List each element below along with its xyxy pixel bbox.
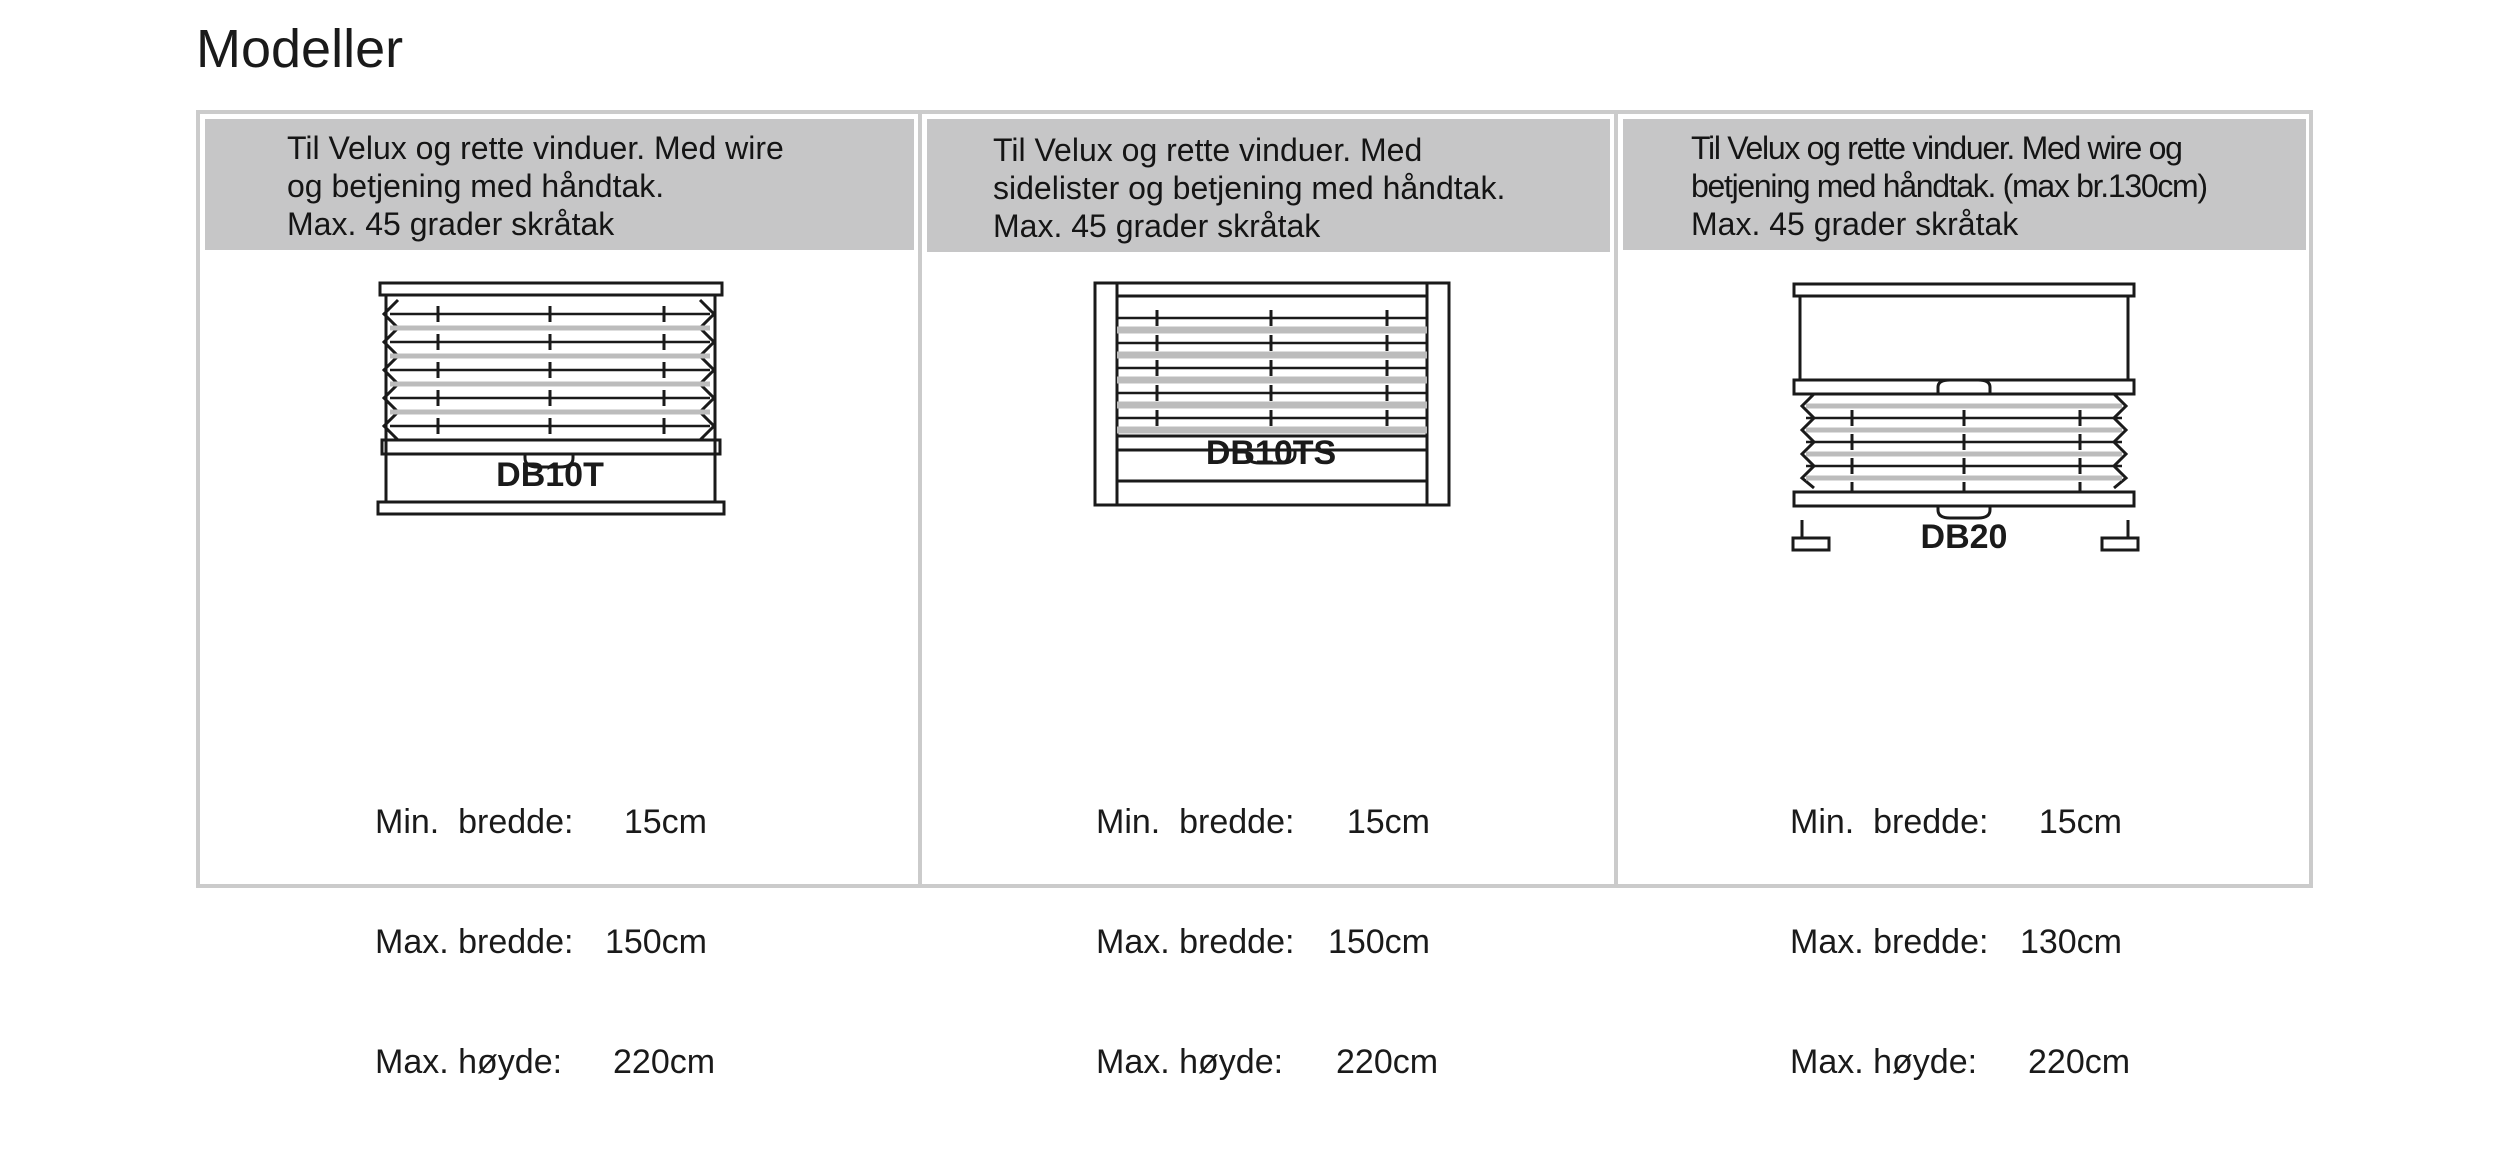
description-line: Til Velux og rette vinduer. Med wire [287, 130, 784, 166]
model-specs [375, 722, 716, 1162]
spec-row [375, 1042, 716, 1082]
blind-drawing-db20 [1788, 280, 2148, 556]
spec-label: Max. høyde: [1790, 1043, 1978, 1081]
model-label: DB20 [1920, 518, 2008, 556]
spec-row [375, 802, 713, 842]
spec-row [1096, 922, 1436, 962]
spec-value: 150cm [604, 923, 707, 961]
spec-value: 15cm [623, 803, 707, 841]
blind-drawing-db10ts [1087, 280, 1457, 520]
spec-value: 150cm [1327, 923, 1430, 961]
spec-label: Max. bredde: [375, 923, 574, 961]
description-line: Til Velux og rette vinduer. Med [993, 132, 1423, 168]
model-label: DB10TS [1205, 434, 1337, 472]
spec-label: Max. høyde: [375, 1043, 563, 1081]
model-specs [1096, 722, 1439, 1162]
spec-row [1790, 802, 2128, 842]
blind-drawing-db10t [370, 280, 730, 520]
spec-label: Min. bredde: [375, 803, 574, 841]
spec-value: 220cm [2028, 1043, 2131, 1081]
model-description [1623, 119, 2306, 250]
spec-label: Max. høyde: [1096, 1043, 1284, 1081]
description-line: Max. 45 grader skråtak [1691, 206, 2019, 242]
description-line: sidelister og betjening med håndtak. [993, 170, 1506, 206]
model-label: DB10T [496, 456, 604, 494]
model-card-db20 [1618, 114, 2309, 1081]
spec-value: 15cm [2038, 803, 2122, 841]
spec-row [375, 922, 713, 962]
spec-value: 220cm [1336, 1043, 1439, 1081]
spec-label: Min. bredde: [1096, 803, 1295, 841]
page-title: Modeller [196, 19, 404, 79]
spec-value: 220cm [613, 1043, 716, 1081]
spec-value: 15cm [1346, 803, 1430, 841]
spec-label: Min. bredde: [1790, 803, 1989, 841]
description-line: og betjening med håndtak. [287, 168, 665, 204]
model-card-db10ts [922, 114, 1614, 1081]
spec-row [1096, 802, 1436, 842]
model-card-db10t [200, 114, 918, 1081]
description-line: betjening med håndtak. (max br.130cm) [1691, 168, 2207, 204]
spec-label: Max. bredde: [1096, 923, 1295, 961]
model-description [927, 119, 1610, 252]
blind-feet-drawing [1790, 520, 2150, 570]
spec-row [1790, 922, 2128, 962]
description-line: Max. 45 grader skråtak [993, 208, 1321, 244]
spec-label: Max. bredde: [1790, 923, 1989, 961]
spec-row [1096, 1042, 1439, 1082]
description-line: Max. 45 grader skråtak [287, 206, 615, 242]
description-line: Til Velux og rette vinduer. Med wire og [1691, 130, 2182, 166]
model-description [205, 119, 914, 250]
spec-row [1790, 1042, 2131, 1082]
model-specs [1790, 722, 2131, 1162]
spec-value: 130cm [2019, 923, 2122, 961]
